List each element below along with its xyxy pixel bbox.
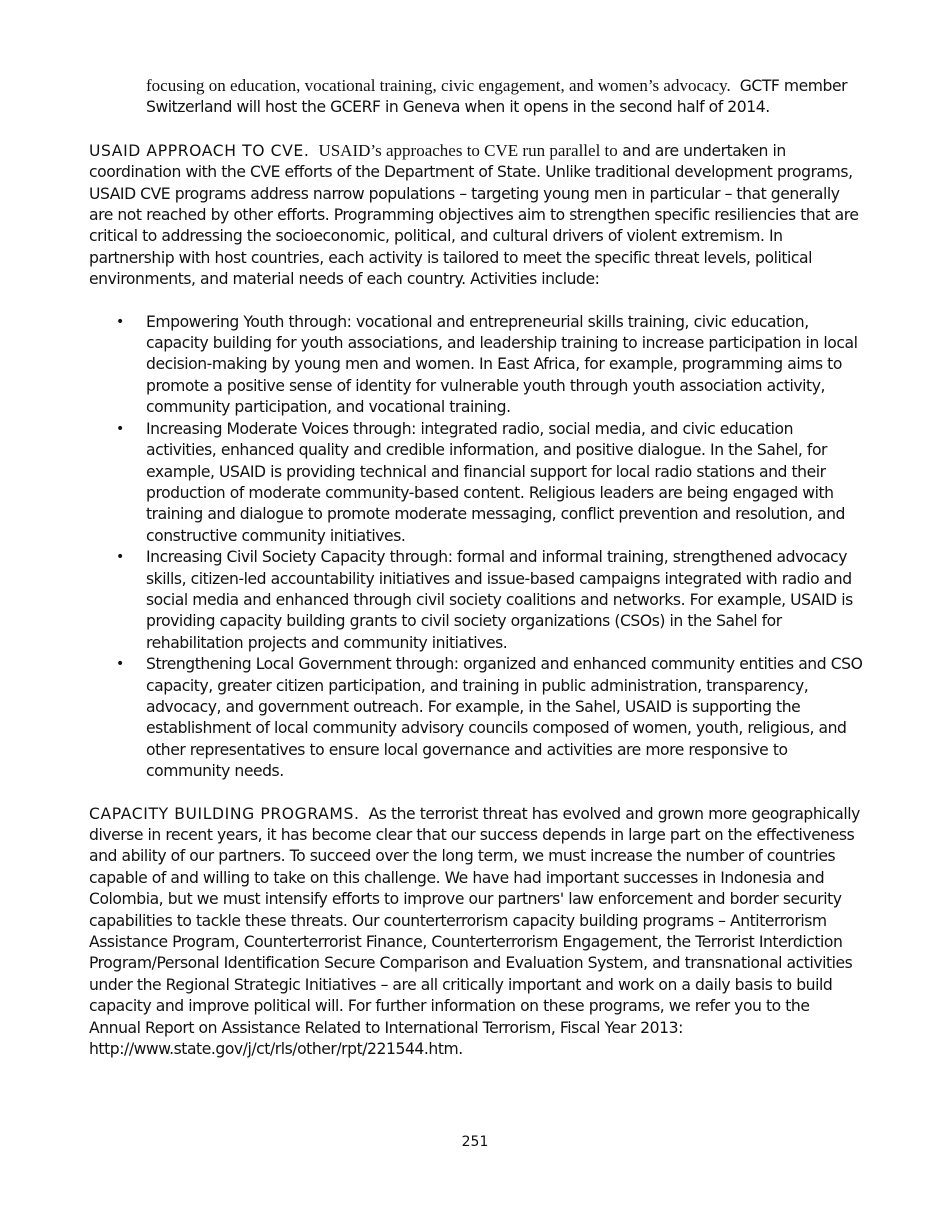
activity-text: through: vocational and entrepreneurial skills training, civic education, capacity building for youth associations, and leadership training to increase participation in local decision-making by young men and women. In East Africa, for example, programming aims to promote a positive sense of identity for vulnerable youth through youth association activity, community participation, and vocational training. [146,312,858,417]
intro-sans-text: GCTF member Switzerland will host the GCERF in Geneva when it opens in the second half of 2014. [146,77,848,117]
activity-title: Increasing Civil Society Capacity [146,548,386,567]
activity-text: through: formal and informal training, strengthened advocacy skills, citizen-led accountability initiatives and issue-based campaigns integrated with radio and social media and enhanced through civil society coalitions and networks. For example, USAID is providing capacity building grants to civil society organizations (CSOs) in the Sahel for rehabilitation projects and community initiatives. [146,548,853,652]
usaid-serif-text: USAID’s approaches to CVE run parallel to [318,140,618,160]
capacity-body-text: As the terrorist threat has evolved and grown more geographically diverse in recent years, it has become clear that our success depends in large part on the effectiveness and ability of our partners. To succeed over the long term, we must increase the number of countries capable of and willing to take on this challenge. We have had important successes in Indonesia and Colombia, but we must intensify efforts to improve our partners' law enforcement and border security capabilities to tackle these threats. Our counterterrorism capacity building programs – Antiterrorism Assistance Program, Counterterrorist Finance, Counterterrorism Engagement, the Terrorist Interdiction Program/Personal Identification Secure Comparison and Evaluation System, and transnational activities under the Regional Strategic Initiatives – are all critically important and work on a daily basis to build capacity and improve political will. For further information on these programs, we refer you to the Annual Report on Assistance Related to International Terrorism, Fiscal Year 2013: http://www.state.gov/j/ct/rls/other/rpt/221544.htm. [89,804,860,1059]
paragraph-gap [89,119,864,140]
paragraph-gap [89,291,864,312]
list-item [89,312,864,419]
list-item [89,654,864,782]
bullet-icon: • [116,313,124,330]
usaid-paragraph [89,140,864,291]
activity-title: Strengthening Local Government [146,655,392,674]
intro-serif-text: focusing on education, vocational training, civic engagement, and women’s advocacy. [146,76,731,95]
bullet-icon: • [116,656,124,673]
list-item [89,419,864,547]
activity-text: through: organized and enhanced community entities and CSO capacity, greater citizen participation, and training in public administration, transparency, advocacy, and government outreach. For example, in the Sahel, USAID is supporting the establishment of local community advisory councils composed of women, youth, religious, and other representatives to ensure local governance and activities are more responsive to community needs. [146,655,863,781]
list-item [89,547,864,654]
activity-title: Empowering Youth [146,312,284,331]
page-number: 251 [461,1134,489,1150]
capacity-paragraph [89,804,864,1061]
activities-list [89,312,864,783]
usaid-heading: USAID APPROACH TO CVE. [89,141,310,160]
capacity-heading: CAPACITY BUILDING PROGRAMS. [89,804,360,823]
activity-title: Increasing Moderate Voices [146,419,349,438]
paragraph-gap [89,783,864,804]
document-page [89,75,864,1060]
intro-paragraph [146,75,864,119]
bullet-icon: • [116,549,124,566]
activity-text: through: integrated radio, social media, and civic education activities, enhanced quality and credible information, and positive dialogue. In the Sahel, for example, USAID is providing technical and financial support for local radio stations and their production of moderate community-based content. Religious leaders are being engaged with training and dialogue to promote moderate messaging, conflict prevention and resolution, and constructive community initiatives. [146,419,845,545]
bullet-icon: • [116,420,124,437]
usaid-body-text: and are undertaken in coordination with the CVE efforts of the Department of State. Unlike traditional development programs, USAID CVE programs address narrow populations – targeting young men in particular – that generally are not reached by other efforts. Programming objectives aim to strengthen specific resiliencies that are critical to addressing the socioeconomic, political, and cultural drivers of violent extremism. In partnership with host countries, each activity is tailored to meet the specific threat levels, political environments, and material needs of each country. Activities include: [89,141,859,289]
